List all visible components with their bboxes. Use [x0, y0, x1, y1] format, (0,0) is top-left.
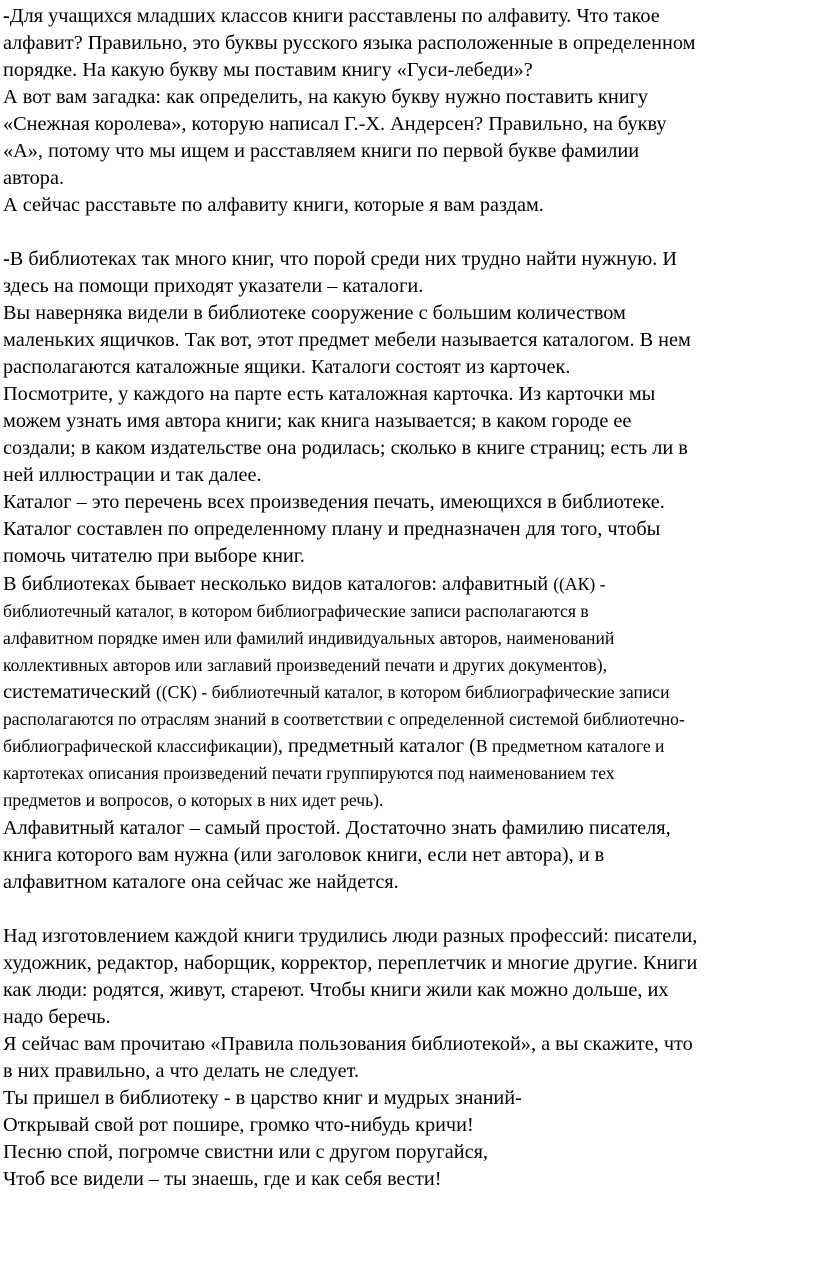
text-line — [3, 3, 660, 30]
text-line: предметов и вопросов, о которых в них идет речь). — [3, 790, 384, 810]
text-span: Для учащихся младших классов книги расставлены по алфавиту. Что такое — [9, 5, 660, 27]
text-line: библиотечный каталог, в котором библиографические записи располагаются в — [3, 601, 589, 621]
text-line: Я сейчас вам прочитаю «Правила пользования библиотекой», а вы скажите, что — [3, 1033, 693, 1055]
text-line: Над изготовлением каждой книги трудились люди разных профессий: писатели, — [3, 925, 698, 947]
text-line: здесь на помощи приходят указатели – каталоги. — [3, 275, 424, 297]
text-span: библиографической классификации) — [3, 736, 278, 756]
text-line: как люди: родятся, живут, стареют. Чтобы книги жили как можно дольше, их — [3, 979, 669, 1001]
text-line: Вы наверняка видели в библиотеке сооружение с большим количеством — [3, 302, 626, 324]
text-line: в них правильно, а что делать не следует. — [3, 1060, 360, 1082]
text-line: маленьких ящичков. Так вот, этот предмет мебели называется каталогом. В нем — [3, 329, 691, 351]
text-line: Чтоб все видели – ты знаешь, где и как себя вести! — [3, 1168, 442, 1190]
text-line: Каталог составлен по определенному плану и предназначен для того, чтобы — [3, 518, 661, 540]
text-line: располагаются каталожные ящики. Каталоги состоят из карточек. — [3, 356, 571, 378]
text-line: Каталог – это перечень всех произведения печать, имеющихся в библиотеке. — [3, 491, 665, 513]
text-line: Посмотрите, у каждого на парте есть каталожная карточка. Из карточки мы — [3, 383, 656, 405]
text-line: книга которого вам нужна (или заголовок книги, если нет автора), и в — [3, 844, 605, 866]
text-line — [3, 679, 670, 706]
text-line — [3, 246, 677, 273]
text-line — [3, 733, 664, 760]
text-line: «Снежная королева», которую написал Г.-Х. Андерсен? Правильно, на букву — [3, 113, 667, 135]
text-line: картотеках описания произведений печати группируются под наименованием тех — [3, 763, 615, 783]
dash-marker: - — [3, 5, 10, 27]
text-line: надо беречь. — [3, 1006, 111, 1028]
text-line: ней иллюстрации и так далее. — [3, 464, 262, 486]
text-line — [3, 571, 605, 598]
text-line: А сейчас расставьте по алфавиту книги, которые я вам раздам. — [3, 194, 544, 216]
text-span: систематический — [3, 681, 156, 703]
text-line: алфавитном порядке имен или фамилий индивидуальных авторов, наименований — [3, 628, 615, 648]
text-line: Алфавитный каталог – самый простой. Достаточно знать фамилию писателя, — [3, 817, 671, 839]
text-span: В библиотеках бывает несколько видов каталогов: алфавитный — [3, 573, 554, 595]
text-line: художник, редактор, наборщик, корректор, переплетчик и многие другие. Книги — [3, 952, 698, 974]
text-line: коллективных авторов или заглавий произведений печати и других документов), — [3, 655, 607, 675]
text-span: ((АК) - — [553, 574, 606, 594]
dash-marker: - — [3, 248, 10, 270]
text-line: можем узнать имя автора книги; как книга называется; в каком городе ее — [3, 410, 632, 432]
text-span: В библиотеках так много книг, что порой среди них трудно найти нужную. И — [9, 248, 678, 270]
text-line: автора. — [3, 167, 65, 189]
text-line: «А», потому что мы ищем и расставляем книги по первой букве фамилии — [3, 140, 640, 162]
text-line: Ты пришел в библиотеку - в царство книг и мудрых знаний- — [3, 1087, 522, 1109]
text-line: Открывай свой рот пошире, громко что-нибудь кричи! — [3, 1114, 474, 1136]
text-span: , предметный каталог ( — [277, 735, 476, 757]
text-span: ((СК) - библиотечный каталог, в котором библиографические записи — [155, 682, 670, 702]
text-span: В предметном каталоге и — [475, 736, 665, 756]
text-line: помочь читателю при выборе книг. — [3, 545, 305, 567]
text-line: алфавитном каталоге она сейчас же найдется. — [3, 871, 399, 893]
text-line: Песню спой, погромче свистни или с другом поругайся, — [3, 1141, 488, 1163]
text-line: располагаются по отраслям знаний в соответствии с определенной системой библиотечно- — [3, 709, 685, 729]
text-line: создали; в каком издательстве она родилась; сколько в книге страниц; есть ли в — [3, 437, 688, 459]
text-line: алфавит? Правильно, это буквы русского языка расположенные в определенном — [3, 32, 696, 54]
text-line: А вот вам загадка: как определить, на какую букву нужно поставить книгу — [3, 86, 649, 108]
text-line: порядке. На какую букву мы поставим книгу «Гуси-лебеди»? — [3, 59, 533, 81]
